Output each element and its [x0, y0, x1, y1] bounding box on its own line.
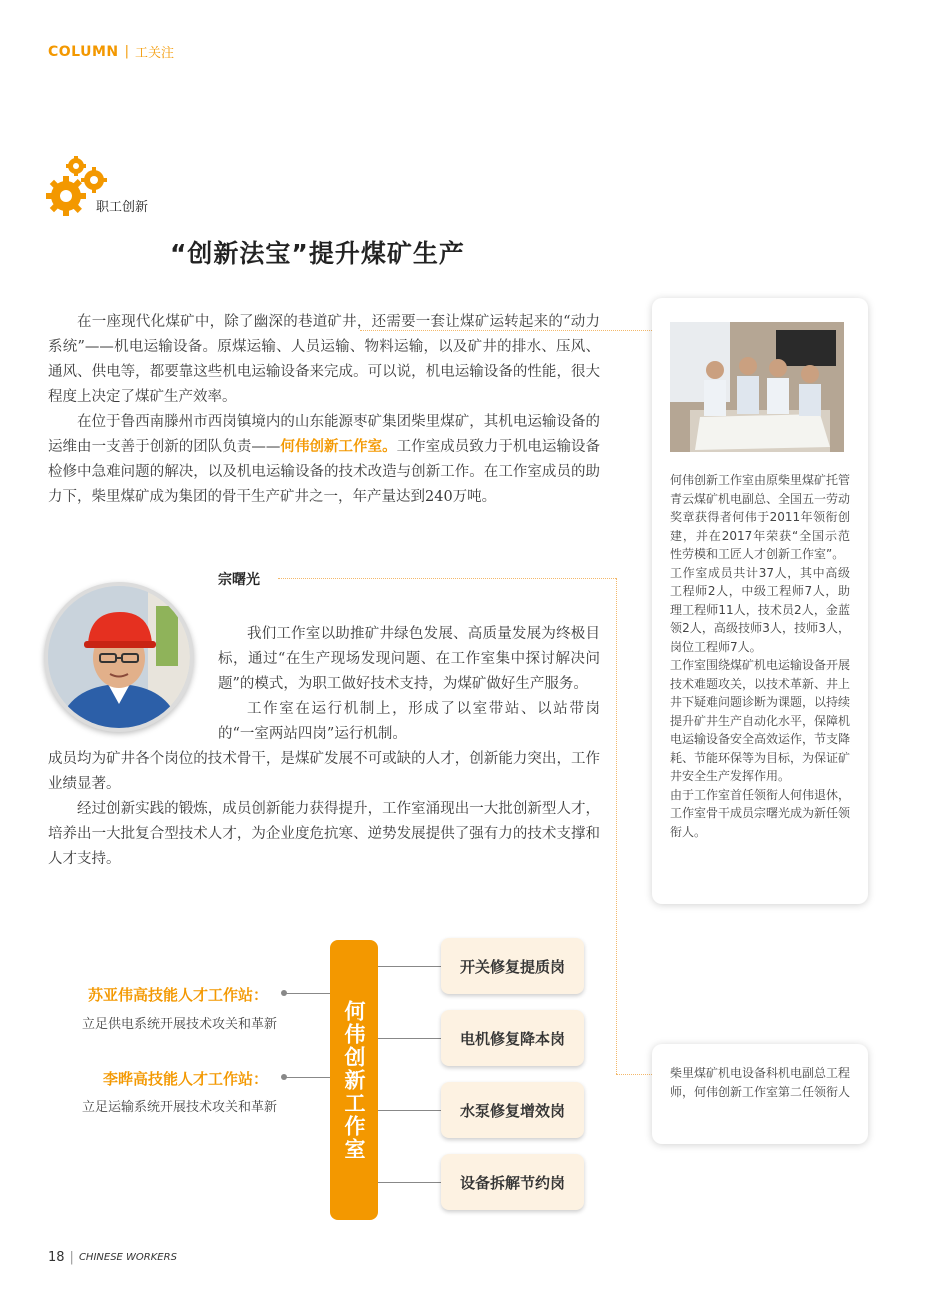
station-desc: 立足供电系统开展技术攻关和革新: [81, 1017, 277, 1032]
station-connector-2: [284, 1077, 330, 1078]
post-connector-3: [378, 1110, 441, 1111]
footer-separator: |: [69, 1250, 74, 1265]
studio-highlight: 何伟创新工作室。: [280, 439, 397, 455]
intro-paragraph-1: 在一座现代化煤矿中，除了幽深的巷道矿井，还需要一套让煤矿运转起来的“动力系统”——机电运输设备。原煤运输、人员运输、物料运输，以及矿井的排水、压风、通风、供电等，都要靠这些机电运输设备来完成。可以说，机电运输设备的性能，很大程度上决定了煤矿生产效率。: [48, 314, 600, 405]
station-connector-dot-2: [281, 1074, 287, 1080]
post-box: 设备拆解节约岗: [441, 1154, 584, 1210]
studio-center-label: 何伟创新工作室: [342, 999, 366, 1161]
station-title: 苏亚伟高技能人才工作站：: [87, 986, 268, 1004]
post-box: 水泵修复增效岗: [441, 1082, 584, 1138]
person-connector-vertical: [616, 578, 617, 1074]
page-header: [48, 42, 174, 61]
studio-info-text: [670, 471, 850, 841]
studio-info-3: 工作室围绕煤矿机电运输设备开展技术难题攻关，以技术革新、井上井下疑难问题诊断为课题，以持续提升矿井生产自动化水平，保障机电运输设备安全高效运作，节支降耗、节能环保等为目标，为保证矿井安全生产发挥作用。: [670, 658, 851, 783]
studio-info-4: 由于工作室首任领衔人何伟退休，工作室骨干成员宗曙光成为新任领衔人。: [670, 787, 851, 839]
page-number: 18: [48, 1250, 65, 1265]
person-quote-text: [48, 622, 600, 872]
person-name-connector: [278, 578, 616, 579]
post-connector-1: [378, 966, 441, 967]
team-photo: [670, 322, 844, 452]
station-desc: 立足运输系统开展技术攻关和革新: [81, 1100, 277, 1115]
category-tag: 职工创新: [96, 200, 149, 215]
column-label: COLUMN: [48, 43, 119, 60]
studio-center-box: [330, 940, 378, 1220]
station-connector-1: [284, 993, 330, 994]
quote-paragraph-2a: 工作室在运行机制上，形成了以室带站、以站带岗的“一室两站四岗”运行机制。: [218, 701, 600, 742]
studio-info-card: [652, 298, 868, 904]
post-connector-2: [378, 1038, 441, 1039]
quote-paragraph-3: 经过创新实践的锻炼，成员创新能力获得提升，工作室涌现出一大批创新型人才，培养出一大批复合型技术人才，为企业度危抗寒、逆势发展提供了强有力的技术支撑和人才支持。: [48, 801, 600, 867]
article-title: “创新法宝”提升煤矿生产: [170, 239, 465, 268]
page-footer: [48, 1250, 177, 1265]
station-title: 李晔高技能人才工作站：: [102, 1070, 268, 1088]
studio-info-2: 工作室成员共计37人，其中高级工程师2人，中级工程师7人，助理工程师11人，技术员2人，金蓝领2人，高级技师3人，技师3人，岗位工程师7人。: [670, 565, 850, 654]
quote-paragraph-2b: 成员均为矿井各个岗位的技术骨干，是煤矿发展不可或缺的人才，创新能力突出，工作业绩显著。: [48, 751, 600, 792]
person-info-card: [652, 1044, 868, 1144]
intro-text: [48, 310, 600, 510]
post-connector-4: [378, 1182, 441, 1183]
intro-connector: [360, 330, 660, 331]
post-box: 电机修复降本岗: [441, 1010, 584, 1066]
quote-paragraph-1: 我们工作室以助推矿井绿色发展、高质量发展为终极目标，通过“在生产现场发现问题、在工作室集中探讨解决问题”的模式，为职工做好技术支持，为煤矿做好生产服务。: [218, 626, 600, 692]
person-info-text: 柴里煤矿机电设备科机电副总工程师，何伟创新工作室第二任领衔人: [670, 1066, 851, 1099]
publication-name: CHINESE WORKERS: [78, 1252, 177, 1263]
person-name: 宗曙光: [218, 572, 260, 588]
intro-paragraph-2: 在位于鲁西南滕州市西岗镇境内的山东能源枣矿集团柴里煤矿，其机电运输设备的运维由一支善于创新的团队负责——何伟创新工作室。工作室成员致力于机电运输设备检修中急难问题的解决，以及机电运输设备的技术改造与创新工作。在工作室成员的助力下，柴里煤矿成为集团的骨干生产矿井之一，年产量达到240万吨。: [48, 414, 601, 505]
header-separator: |: [124, 44, 130, 59]
team-photo-illustration: [670, 322, 844, 452]
section-label: 工关注: [135, 46, 175, 61]
station-connector-dot-1: [281, 990, 287, 996]
studio-info-1: 何伟创新工作室由原柴里煤矿托管青云煤矿机电副总、全国五一劳动奖章获得者何伟于2011年领衔创建，并在2017年荣获“全国示范性劳模和工匠人才创新工作室”。: [670, 473, 851, 561]
post-box: 开关修复提质岗: [441, 938, 584, 994]
